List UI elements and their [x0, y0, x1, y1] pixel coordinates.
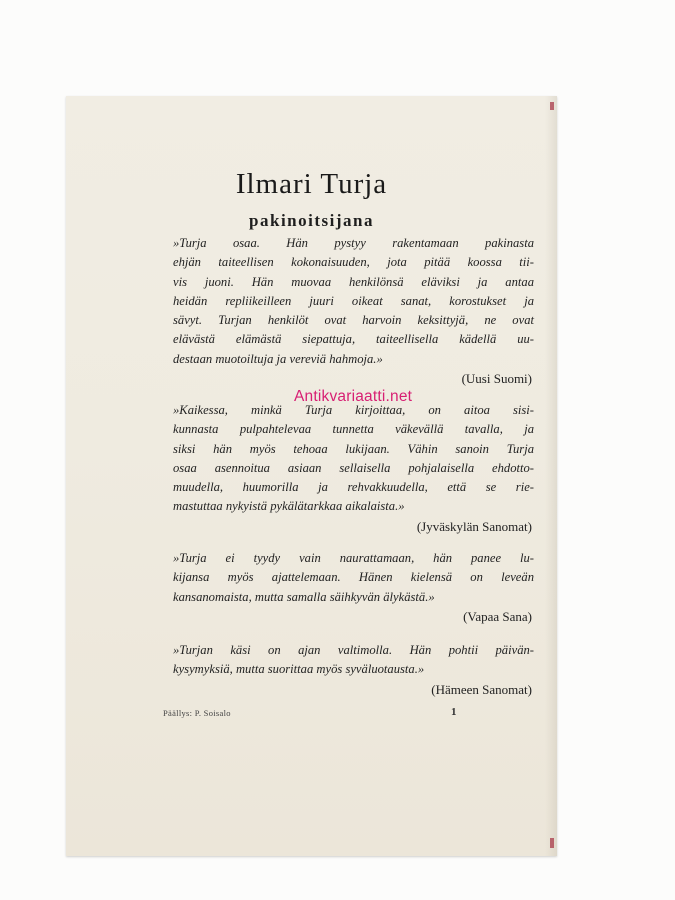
quote-line: »Turja ei tyydy vain naurattamaan, hän panee lu- — [173, 551, 534, 565]
review-quote — [173, 401, 534, 536]
quote-line: osaa asennoitua asiaan sellaisella pohjalaisella ehdotto- — [173, 460, 534, 475]
quote-line: heidän repliikeilleen juuri oikeat sanat, korostukset ja — [173, 293, 534, 308]
quote-line: kansanomaista, mutta samalla säihkyvän älykästä.» — [173, 589, 435, 604]
cover-credit: Päällys: P. Soisalo — [163, 708, 231, 718]
book-title: Ilmari Turja — [235, 168, 388, 200]
quote-line: siksi hän myös tehoaa lukijaan. Vähin sanoin Turja — [173, 441, 534, 456]
quote-line: »Turja osaa. Hän pystyy rakentamaan pakinasta — [173, 236, 534, 250]
quote-line: ehjän taiteellisen kokonaisuuden, jota pitää koossa tii- — [173, 255, 534, 270]
book-subtitle: pakinoitsijana — [249, 211, 374, 230]
quote-source: (Hämeen Sanomat) — [431, 681, 532, 697]
quote-line: kijansa myös ajattelemaan. Hänen kielensä on leveän — [173, 570, 534, 585]
quote-line: kysymyksiä, mutta suorittaa myös syväluotausta.» — [173, 662, 425, 677]
page-number: 1 — [451, 706, 457, 718]
spine-color-mark-bottom — [550, 838, 554, 848]
quote-source: (Vapaa Sana) — [463, 608, 532, 624]
quote-line: sävyt. Turjan henkilöt ovat harvoin keksittyjä, ne ovat — [173, 313, 534, 328]
quote-line: mastuttaa nykyistä pykälätarkkaa aikalaista.» — [173, 499, 405, 514]
quote-line: kunnasta pulpahtelevaa tunnetta väkevällä tavalla, ja — [173, 422, 534, 437]
quote-source: (Jyväskylän Sanomat) — [416, 518, 532, 534]
spine-color-mark-top — [550, 102, 554, 110]
quote-line: elävästä elämästä siepattuja, taiteellisella kädellä uu- — [173, 332, 534, 347]
cover-edge-shadow — [545, 96, 557, 856]
quote-line: »Kaikessa, minkä Turja kirjoittaa, on aitoa sisi- — [173, 403, 534, 417]
quote-line: muudella, huumorilla ja rehvakkuudella, että se rie- — [173, 480, 534, 495]
watermark-text: Antikvariaatti.net — [294, 388, 413, 405]
review-quote — [173, 549, 534, 626]
quote-line: destaan muotoiltuja ja vereviä hahmoja.» — [173, 351, 383, 366]
quote-source: (Uusi Suomi) — [461, 371, 532, 387]
review-quote — [173, 641, 534, 699]
review-quote — [173, 234, 534, 388]
quote-line: vis juoni. Hän muovaa henkilönsä eläviksi ja antaa — [173, 274, 534, 289]
book-back-cover — [66, 96, 557, 856]
quote-line: »Turjan käsi on ajan valtimolla. Hän pohtii päivän- — [173, 643, 534, 657]
